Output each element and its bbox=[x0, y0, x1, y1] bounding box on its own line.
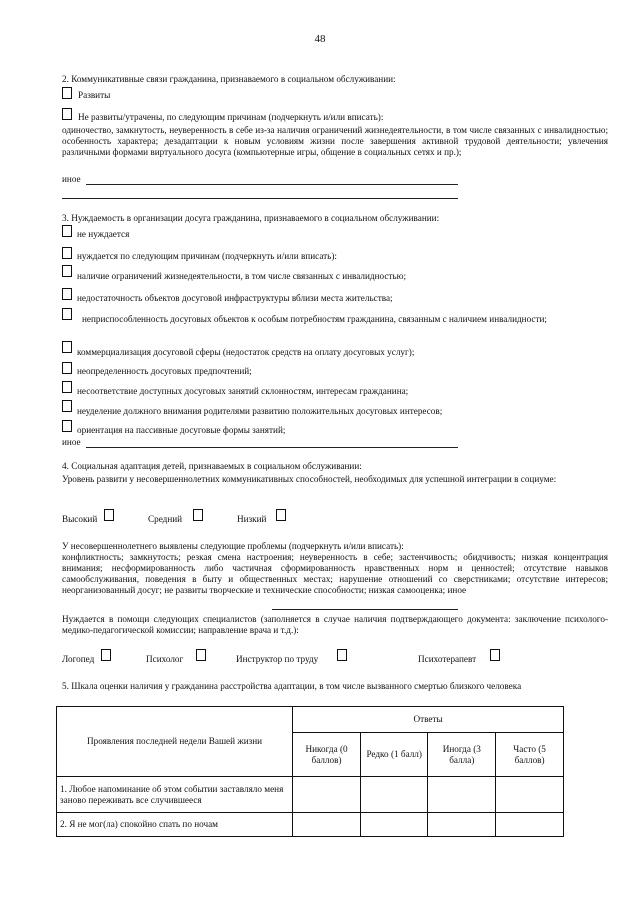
s2-other-line-2[interactable] bbox=[62, 198, 458, 199]
table-col-sometimes: Иногда (3 балла) bbox=[428, 733, 496, 777]
s4-level-text: Уровень развити у несовершеннолетних коммуникативных способностей, необходимых для успешной интеграции в социуме: bbox=[62, 474, 557, 484]
table-cell[interactable] bbox=[496, 777, 564, 813]
s4-other-line[interactable] bbox=[272, 609, 458, 610]
s4-checkbox-labor[interactable] bbox=[337, 649, 347, 661]
s3-reason-3: неприспособленность досуговых объектов к особым потребностям гражданина, связанным с наличием инвалидности; bbox=[82, 314, 547, 324]
s2-option-developed: Развиты bbox=[78, 90, 111, 100]
table-cell[interactable] bbox=[293, 813, 361, 837]
s4-checkbox-high[interactable] bbox=[104, 509, 114, 521]
s3-reason-1: наличие ограничений жизнедеятельности, в том числе связанных с инвалидностью; bbox=[77, 271, 407, 281]
s4-level-medium: Средний bbox=[148, 514, 183, 524]
s4-level-high: Высокий bbox=[62, 514, 98, 524]
table-cell[interactable] bbox=[360, 813, 428, 837]
s2-other-line[interactable] bbox=[86, 184, 458, 185]
s3-need: нуждается по следующим причинам (подчеркнуть и/или вписать): bbox=[77, 251, 337, 261]
table-cell[interactable] bbox=[360, 777, 428, 813]
table-row-label: 2. Я не мог(ла) спокойно спать по ночам bbox=[57, 813, 293, 837]
s4-specialist-speech: Логопед bbox=[62, 654, 95, 664]
table-col-group: Ответы bbox=[293, 707, 564, 733]
section-5-title: 5. Шкала оценки наличия у гражданина расстройства адаптации, в том числе вызванного смертью близкого человека bbox=[62, 681, 522, 691]
table-col-often: Часто (5 баллов) bbox=[496, 733, 564, 777]
s2-reasons-text: одиночество, замкнутость, неуверенность в себе из-за наличия ограничений жизнедеятельности, в том числе связанных с инвалидностью; особенность характера; дезадаптации к новым условиям жизни после завершения активной трудовой деятельности; увлечения различными формами виртуального досуга (компьютерные игры, общение в социальных сетях и пр.); bbox=[62, 125, 608, 157]
s4-checkbox-psychotherapist[interactable] bbox=[490, 649, 500, 661]
s4-checkbox-psychologist[interactable] bbox=[196, 649, 206, 661]
table-cell[interactable] bbox=[496, 813, 564, 837]
s3-reason-4: коммерциализация досуговой сферы (недостаток средств на оплату досуговых услуг); bbox=[77, 347, 415, 357]
s3-no-need: не нуждается bbox=[77, 229, 130, 239]
section-4-title: 4. Социальная адаптация детей, признаваемых в социальном обслуживании: bbox=[62, 461, 362, 471]
s4-checkbox-speech[interactable] bbox=[101, 649, 111, 661]
s4-checkbox-low[interactable] bbox=[276, 509, 286, 521]
s3-reason-6: несоответствие доступных досуговых занятий склонностям, интересам гражданина; bbox=[77, 386, 409, 396]
table-cell[interactable] bbox=[428, 777, 496, 813]
s4-problems-text: конфликтность; замкнутость; резкая смена настроения; неуверенность в себе; застенчивость; обидчивость; низкая концентрация внимания; несформированность либо частичная сформированность нравственных норм и ценностей; отсутствие навыков самообслуживания, поведения в быту и общественных местах; нарушение отношений со сверстниками; отсутствие интересов; неорганизованный досуг; не развиты творческие и технические способности; низкая самооценка; иное bbox=[62, 552, 608, 595]
s4-specialist-psychologist: Психолог bbox=[146, 654, 184, 664]
s3-checkbox-reason-4[interactable] bbox=[62, 341, 72, 353]
table-cell[interactable] bbox=[428, 813, 496, 837]
table-cell[interactable] bbox=[293, 777, 361, 813]
s3-checkbox-reason-5[interactable] bbox=[62, 362, 72, 374]
table-row bbox=[57, 813, 564, 837]
s4-checkbox-medium[interactable] bbox=[193, 509, 203, 521]
adaptation-scale-table bbox=[56, 706, 564, 837]
s4-level-low: Низкий bbox=[237, 514, 267, 524]
page-number: 48 bbox=[314, 33, 326, 45]
s3-reason-2: недостаточность объектов досуговой инфраструктуры вблизи места жительства; bbox=[77, 293, 393, 303]
s3-checkbox-reason-1[interactable] bbox=[62, 265, 72, 277]
s4-specialist-psychotherapist: Психотерапевт bbox=[418, 654, 477, 664]
s2-checkbox-not-developed[interactable] bbox=[62, 108, 72, 120]
s3-checkbox-need[interactable] bbox=[62, 247, 72, 259]
section-2-title: 2. Коммуникативные связи гражданина, признаваемого в социальном обслуживании: bbox=[62, 74, 396, 84]
s3-checkbox-reason-7[interactable] bbox=[62, 400, 72, 412]
s3-checkbox-reason-6[interactable] bbox=[62, 381, 72, 393]
s3-checkbox-reason-8[interactable] bbox=[62, 420, 72, 432]
table-col-rarely: Редко (1 балл) bbox=[360, 733, 428, 777]
s3-reason-7: неуделение должного внимания родителями развитию положительных досуговых интересов; bbox=[77, 406, 443, 416]
table-row-label: 1. Любое напоминание об этом событии заставляло меня заново переживать все случившееся bbox=[57, 777, 293, 813]
table-col-main: Проявления последней недели Вашей жизни bbox=[57, 707, 293, 777]
s3-other-line[interactable] bbox=[86, 447, 458, 448]
s3-checkbox-no-need[interactable] bbox=[62, 225, 72, 237]
table-row bbox=[57, 777, 564, 813]
s4-specialist-labor: Инструктор по труду bbox=[236, 654, 319, 664]
table-col-never: Никогда (0 баллов) bbox=[293, 733, 361, 777]
s3-reason-5: неопределенность досуговых предпочтений; bbox=[77, 366, 252, 376]
s3-checkbox-reason-2[interactable] bbox=[62, 288, 72, 300]
s2-option-not-developed: Не развиты/утрачены, по следующим причинам (подчеркнуть и/или вписать): bbox=[78, 112, 384, 122]
s3-other-label: иное bbox=[62, 437, 81, 447]
s4-problems-title: У несовершеннолетнего выявлены следующие проблемы (подчеркнуть и/или вписать): bbox=[62, 541, 404, 551]
s3-reason-8: ориентация на пассивные досуговые формы занятий; bbox=[77, 425, 286, 435]
s2-other-label: иное bbox=[62, 174, 81, 184]
section-3-title: 3. Нуждаемость в организации досуга гражданина, признаваемого в социальном обслуживании: bbox=[62, 213, 440, 223]
s2-checkbox-developed[interactable] bbox=[62, 87, 72, 99]
s4-specialists-title: Нуждается в помощи следующих специалистов (заполняется в случае наличия подтверждающего документа: заключение психолого-медико-педагогической комиссии; направление врача и т.д.): bbox=[62, 614, 608, 635]
